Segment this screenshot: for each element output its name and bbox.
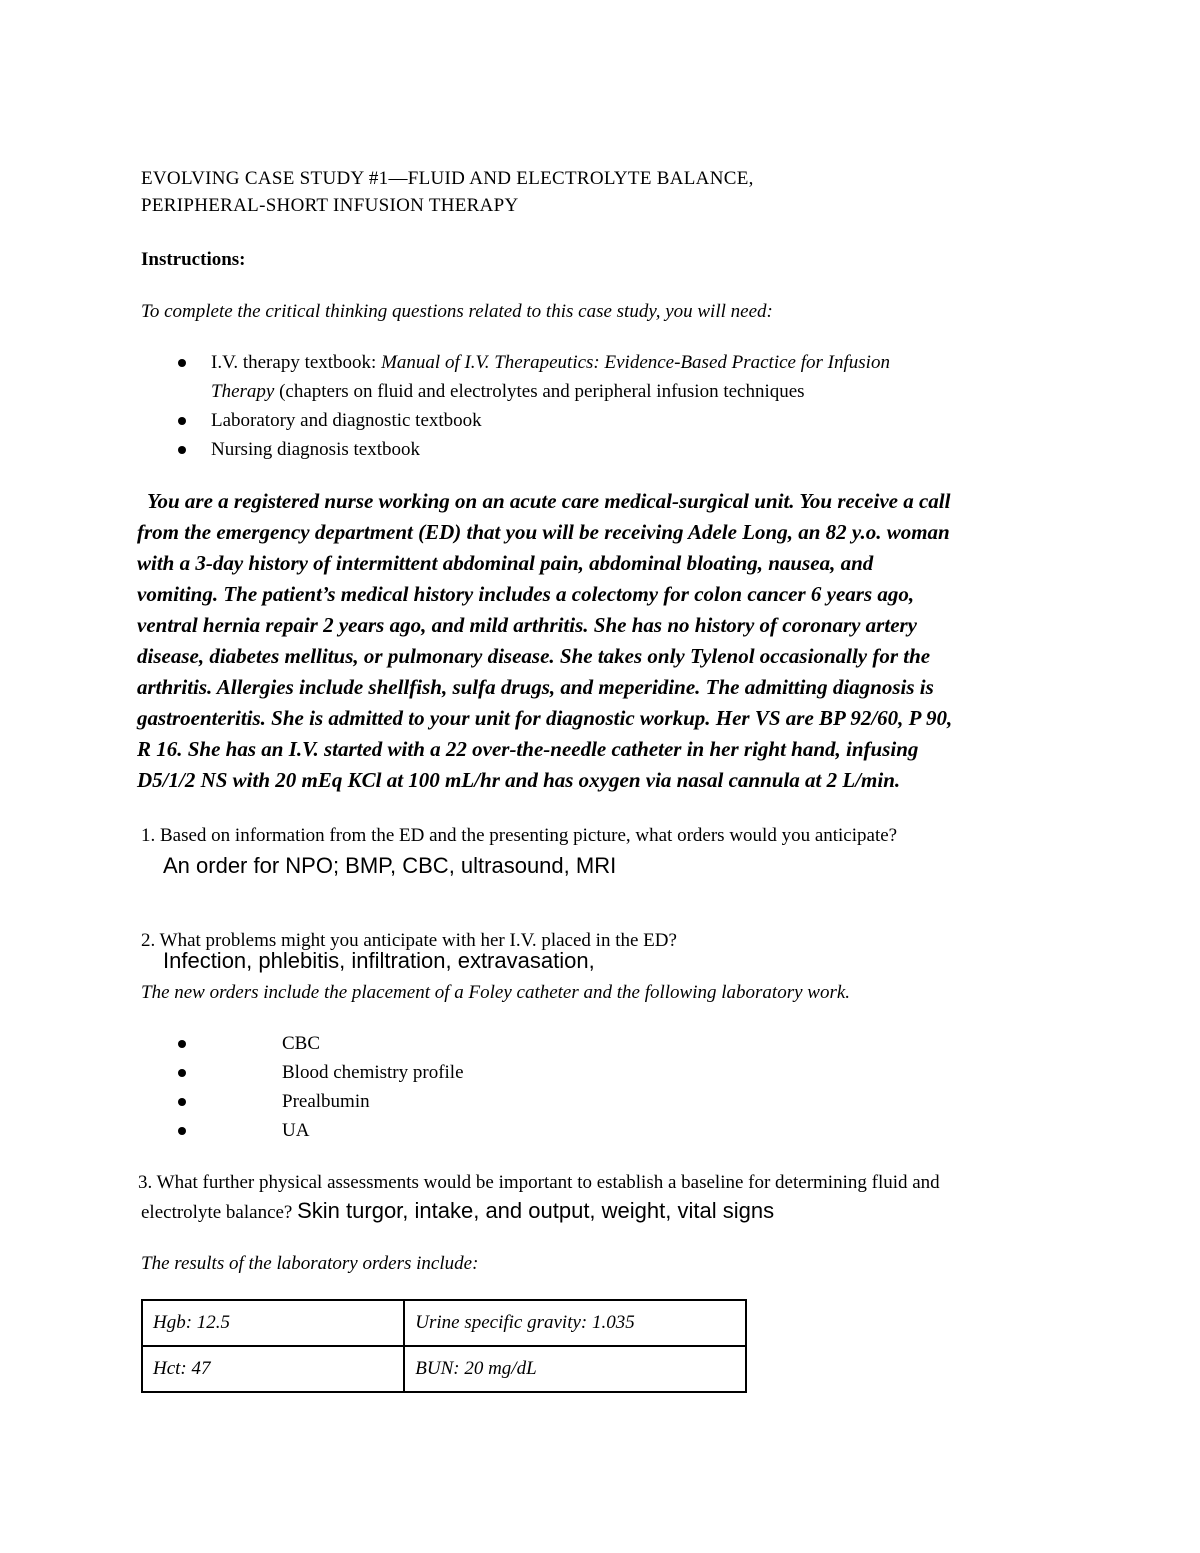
bullet-icon: [178, 359, 186, 367]
scenario-line: You are a registered nurse working on an acute care medical-surgical unit. You receive a call: [147, 489, 951, 513]
answer-2: Infection, phlebitis, infiltration, extravasation,: [163, 948, 595, 973]
question-3-line-2: electrolyte balance? Skin turgor, intake, and output, weight, vital signs: [141, 1198, 775, 1223]
instructions-item-3: Nursing diagnosis textbook: [211, 439, 420, 460]
table-row: [142, 1300, 746, 1346]
answer-3: Skin turgor, intake, and output, weight, vital signs: [297, 1198, 775, 1223]
lab-order-item: Prealbumin: [282, 1091, 370, 1112]
case-scenario: [137, 486, 1067, 796]
bullet-icon: [178, 1127, 186, 1135]
scenario-line: from the emergency department (ED) that you will be receiving Adele Long, an 82 y.o. woman: [137, 520, 950, 544]
bullet-icon: [178, 1098, 186, 1106]
instructions-item-1-line-2: Therapy (chapters on fluid and electrolytes and peripheral infusion techniques: [211, 381, 805, 402]
scenario-line: D5/1/2 NS with 20 mEq KCl at 100 mL/hr and has oxygen via nasal cannula at 2 L/min.: [137, 768, 901, 792]
scenario-line: vomiting. The patient’s medical history includes a colectomy for colon cancer 6 years ago,: [137, 582, 915, 606]
instructions-item-2: Laboratory and diagnostic textbook: [211, 410, 482, 431]
instructions-intro: To complete the critical thinking questions related to this case study, you will need:: [141, 301, 773, 322]
question-2: 2. What problems might you anticipate with her I.V. placed in the ED?: [141, 930, 677, 951]
table-cell: Urine specific gravity: 1.035: [404, 1300, 746, 1346]
lab-order-item: UA: [282, 1120, 310, 1141]
question-1: 1. Based on information from the ED and the presenting picture, what orders would you anticipate?: [141, 825, 898, 846]
lab-results-table: [141, 1299, 747, 1393]
bullet-icon: [178, 1069, 186, 1077]
lab-results-intro: The results of the laboratory orders include:: [141, 1253, 479, 1274]
scenario-line: disease, diabetes mellitus, or pulmonary disease. She takes only Tylenol occasionally for the: [137, 644, 931, 668]
document-title-line-1: EVOLVING CASE STUDY #1—FLUID AND ELECTROLYTE BALANCE,: [141, 168, 754, 189]
bullet-icon: [178, 417, 186, 425]
scenario-line: R 16. She has an I.V. started with a 22 over-the-needle catheter in her right hand, infusing: [137, 737, 919, 761]
lab-order-item: Blood chemistry profile: [282, 1062, 464, 1083]
instructions-heading: Instructions:: [141, 249, 246, 270]
table-row: [142, 1346, 746, 1392]
bullet-icon: [178, 1040, 186, 1048]
table-cell: Hct: 47: [142, 1346, 404, 1392]
answer-1: An order for NPO; BMP, CBC, ultrasound, MRI: [163, 853, 617, 878]
scenario-line: with a 3-day history of intermittent abdominal pain, abdominal bloating, nausea, and: [137, 551, 874, 575]
scenario-line: arthritis. Allergies include shellfish, sulfa drugs, and meperidine. The admitting diagnosis is: [137, 675, 934, 699]
document-title-line-2: PERIPHERAL-SHORT INFUSION THERAPY: [141, 195, 519, 216]
new-orders-intro: The new orders include the placement of a Foley catheter and the following laboratory work.: [141, 982, 851, 1003]
instructions-item-1-line-1: I.V. therapy textbook: Manual of I.V. Therapeutics: Evidence-Based Practice for Infusion: [211, 352, 890, 373]
scenario-line: gastroenteritis. She is admitted to your unit for diagnostic workup. Her VS are BP 92/60, P 90,: [137, 706, 953, 730]
bullet-icon: [178, 446, 186, 454]
table-cell: BUN: 20 mg/dL: [404, 1346, 746, 1392]
question-3-line-1: 3. What further physical assessments would be important to establish a baseline for determining fluid and: [138, 1172, 940, 1193]
table-cell: Hgb: 12.5: [142, 1300, 404, 1346]
scenario-line: ventral hernia repair 2 years ago, and mild arthritis. She has no history of coronary artery: [137, 613, 918, 637]
lab-order-item: CBC: [282, 1033, 321, 1054]
